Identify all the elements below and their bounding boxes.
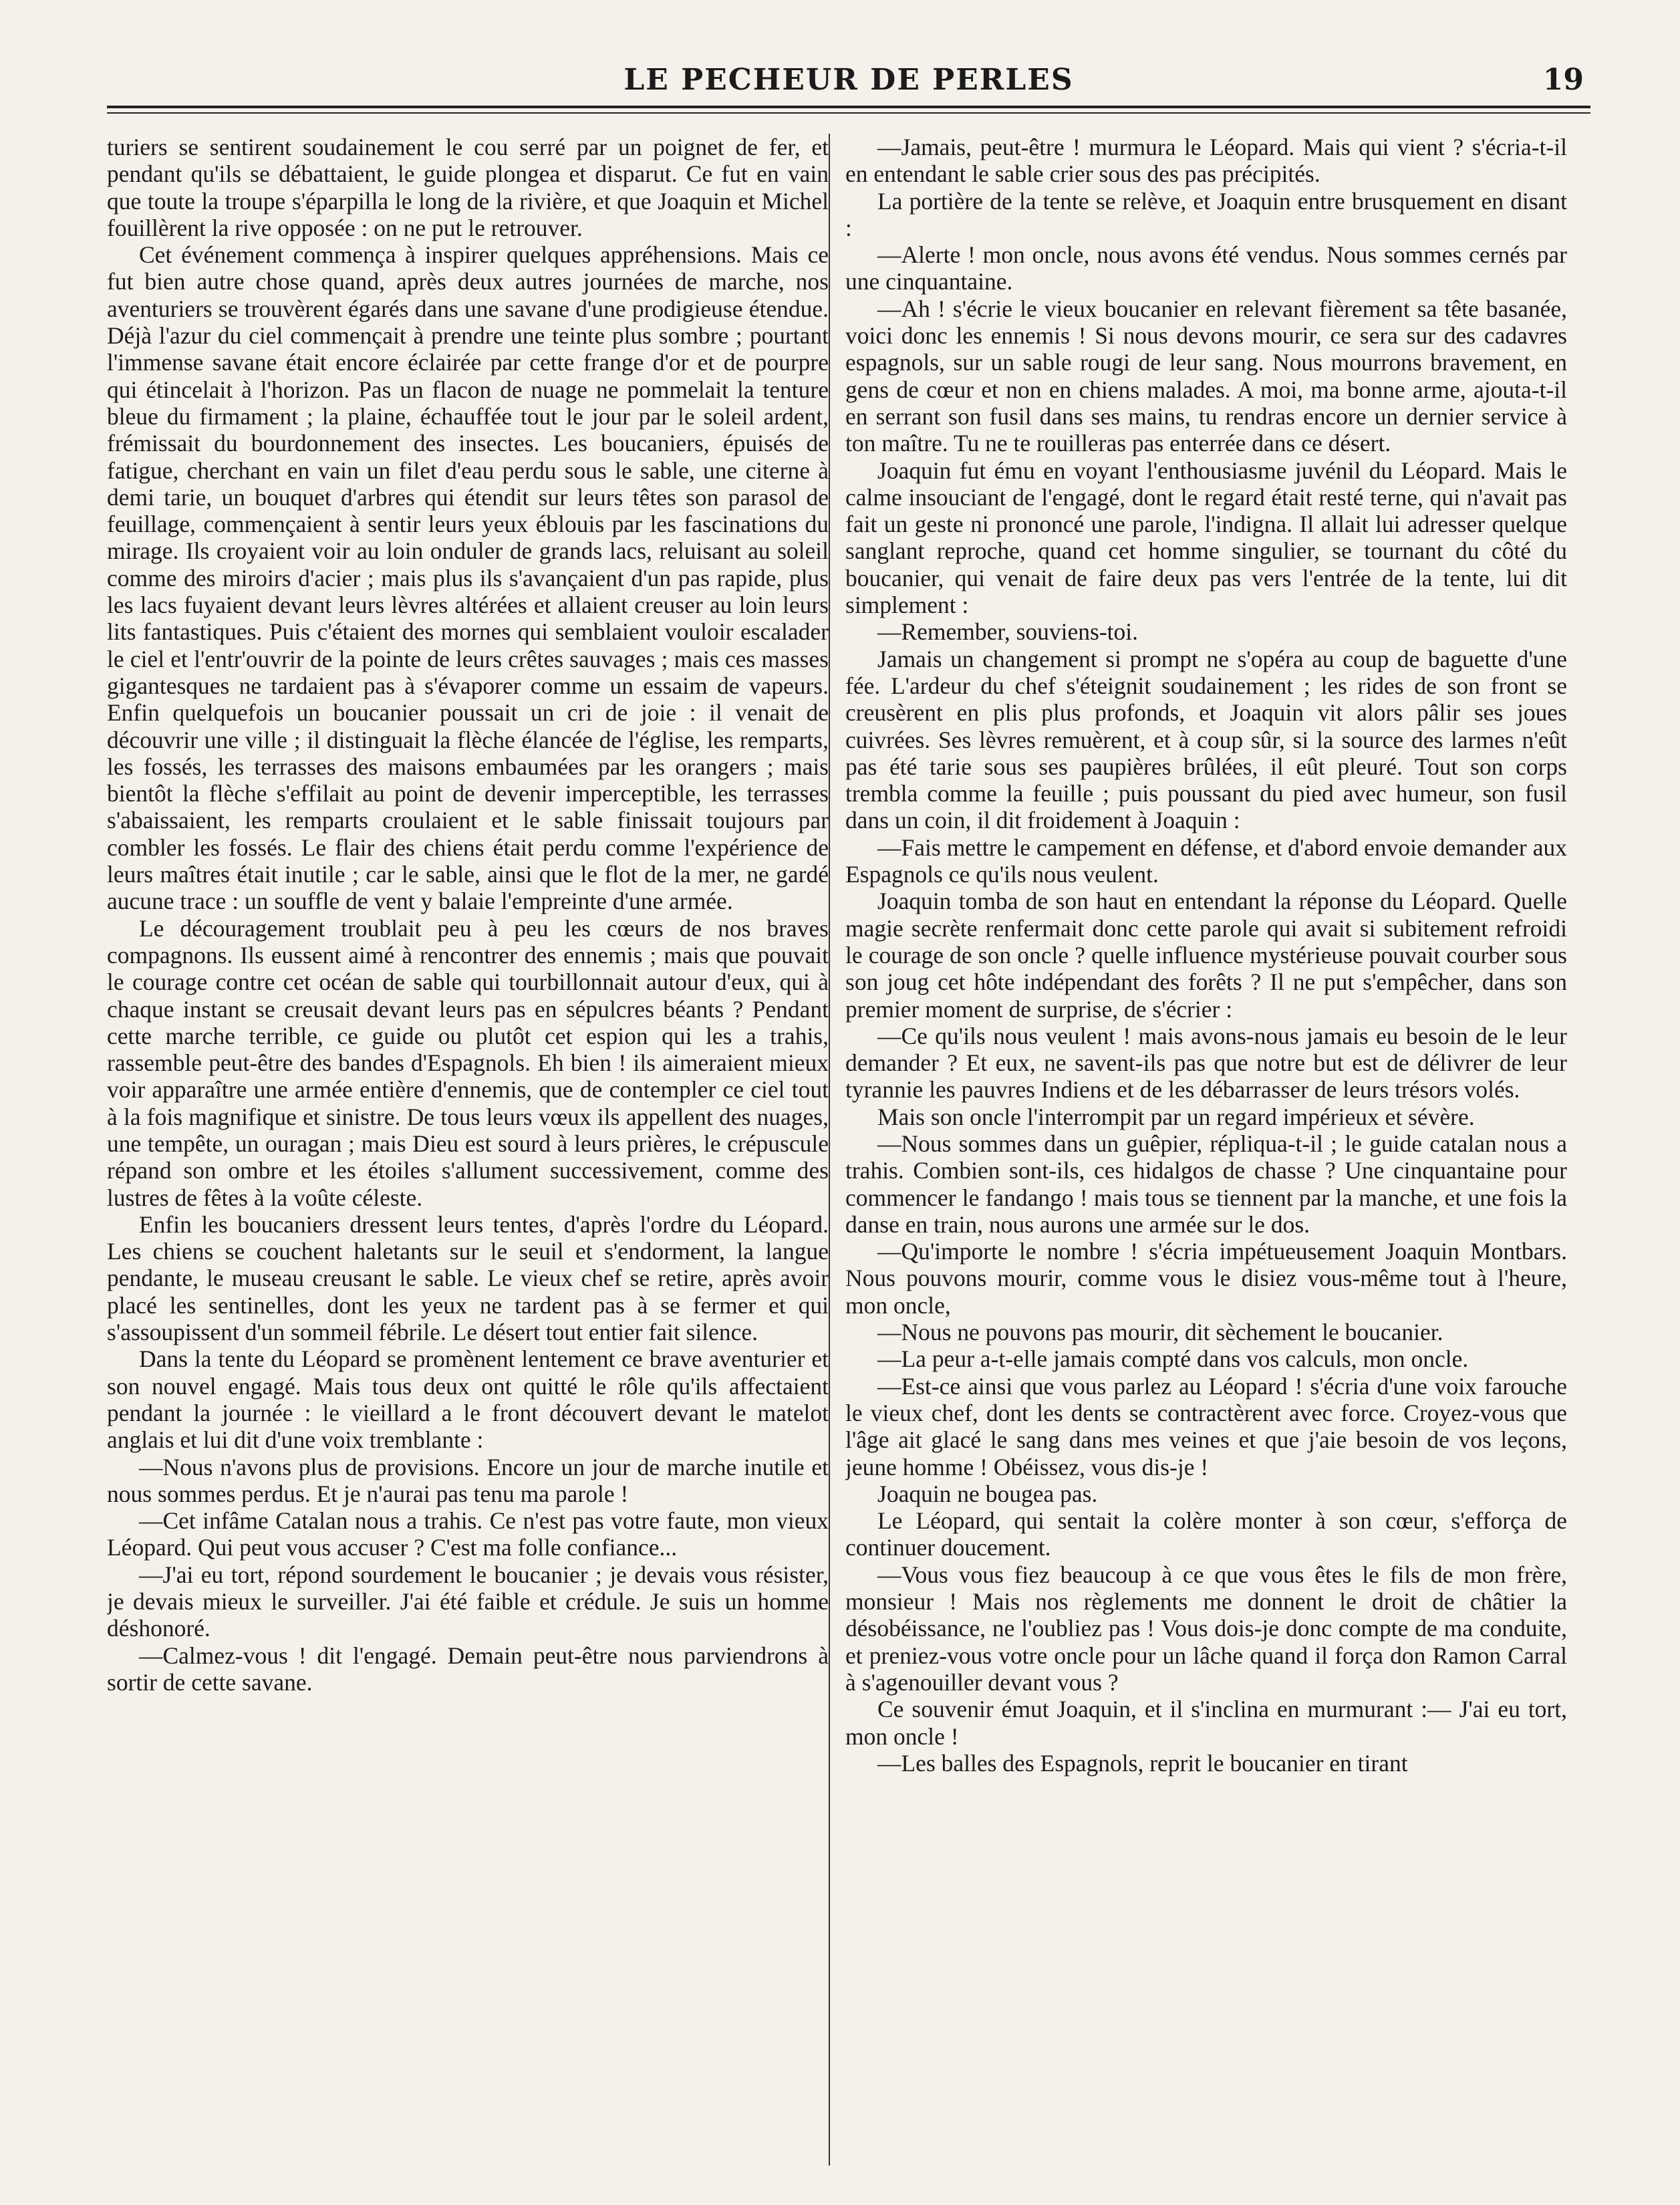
paragraph: —Est-ce ainsi que vous parlez au Léopard ! s'écria d'une voix farouche le vieux chef, dont les dents se contractèrent avec force. Croyez-vous que l'âge ait glacé le sang dans mes veines et que j'aie besoin de vos leçons, jeune homme ! Obéissez, vous dis-je !	[845, 1372, 1567, 1480]
paragraph: Le découragement troublait peu à peu les cœurs de nos braves compagnons. Ils eussent aimé à rencontrer des ennemis ; mais que pouvait le courage contre cet océan de sable qui tourbillonnait autour d'eux, qui à chaque instant se creusait devant leurs pas en sépulcres béants ? Pendant cette marche terrible, ce guide ou plutôt cet espion qui les a trahis, rassemble peut-être des bandes d'Espagnols. Eh bien ! ils aimeraient mieux voir apparaître une armée entière d'ennemis, que de contempler ce ciel tout à la fois magnifique et sinistre. De tous leurs vœux ils appellent des nuages, une tempête, un ouragan ; mais Dieu est sourd à leurs prières, le crépuscule répand son ombre et les étoiles s'allument successivement, comme des lustres de fêtes à la voûte céleste.	[107, 914, 829, 1211]
text-column-right	[845, 134, 1567, 2179]
paragraph: turiers se sentirent soudainement le cou serré par un poignet de fer, et pendant qu'ils se débattaient, le guide plongea et disparut. Ce fut en vain que toute la troupe s'éparpilla le long de la rivière, et que Joaquin et Michel fouillèrent la rive opposée : on ne put le retrouver.	[107, 134, 829, 241]
paragraph: —J'ai eu tort, répond sourdement le boucanier ; je devais vous résister, je devais mieux le surveiller. J'ai été faible et crédule. Je suis un homme déshonoré.	[107, 1561, 829, 1642]
paragraph: —Ce qu'ils nous veulent ! mais avons-nous jamais eu besoin de le leur demander ? Et eux, ne savent-ils pas que notre but est de délivrer de leur tyrannie les pauvres Indiens et de les débarrasser de leurs trésors volés.	[845, 1022, 1567, 1104]
paragraph: —Cet infâme Catalan nous a trahis. Ce n'est pas votre faute, mon vieux Léopard. Qui peut vous accuser ? C'est ma folle confiance...	[107, 1507, 829, 1561]
page-number: 19	[1542, 63, 1584, 97]
paragraph: Jamais un changement si prompt ne s'opéra au coup de baguette d'une fée. L'ardeur du chef s'éteignit soudainement ; les rides de son front se creusèrent en plis plus profonds, et Joaquin vit alors pâlir ses joues cuivrées. Ses lèvres remuèrent, et à coup sûr, si la source des larmes n'eût pas été tarie sous ses paupières brûlées, il eût pleuré. Tout son corps trembla comme la feuille ; puis poussant du pied avec humeur, son fusil dans un coin, il dit froidement à Joaquin :	[845, 645, 1567, 834]
paragraph: —Vous vous fiez beaucoup à ce que vous êtes le fils de mon frère, monsieur ! Mais nos règlements me donnent le droit de châtier la désobéissance, ne l'oubliez pas ! Vous dois-je donc compte de ma conduite, et preniez-vous votre oncle pour un lâche quand il força don Ramon Carral à s'agenouiller devant vous ?	[845, 1561, 1567, 1696]
paragraph: —Qu'importe le nombre ! s'écria impétueusement Joaquin Montbars. Nous pouvons mourir, comme vous le disiez vous-même tout à l'heure, mon oncle,	[845, 1238, 1567, 1319]
page-header	[107, 60, 1590, 107]
text-column-left	[107, 134, 829, 2179]
paragraph: Mais son oncle l'interrompit par un regard impérieux et sévère.	[877, 1103, 1475, 1130]
paragraph: —Jamais, peut-être ! murmura le Léopard. Mais qui vient ? s'écria-t-il en entendant le sable crier sous des pas précipités.	[845, 134, 1567, 188]
header-rule-thin	[107, 112, 1590, 114]
paragraph: Joaquin fut ému en voyant l'enthousiasme juvénil du Léopard. Mais le calme insouciant de l'engagé, dont le regard était resté terne, qui n'avait pas fait un geste ni prononcé une parole, l'indigna. Il allait lui adresser quelque sanglant reproche, quand cet homme singulier, se tournant du côté du boucanier, qui venait de faire deux pas vers l'entrée de la tente, lui dit simplement :	[845, 457, 1567, 619]
paragraph: —Nous ne pouvons pas mourir, dit sèchement le boucanier.	[877, 1319, 1443, 1346]
paragraph: —Nous n'avons plus de provisions. Encore un jour de marche inutile et nous sommes perdus. Et je n'aurai pas tenu ma parole !	[107, 1453, 829, 1507]
paragraph: —Calmez-vous ! dit l'engagé. Demain peut-être nous parviendrons à sortir de cette savane.	[107, 1642, 829, 1696]
paragraph: —Nous sommes dans un guêpier, répliqua-t-il ; le guide catalan nous a trahis. Combien sont-ils, ces hidalgos de chasse ? Une cinquantaine pour commencer le fandango ! mais tous se tiennent par la manche, et une fois la danse en train, nous aurons une armée sur le dos.	[845, 1130, 1567, 1238]
paragraph: Dans la tente du Léopard se promènent lentement ce brave aventurier et son nouvel engagé. Mais tous deux ont quitté le rôle qu'ils affectaient pendant la journée : le vieillard a le front découvert devant le matelot anglais et lui dit d'une voix tremblante :	[107, 1345, 829, 1454]
paragraph: —Ah ! s'écrie le vieux boucanier en relevant fièrement sa tête basanée, voici donc les ennemis ! Si nous devons mourir, ce sera sur des cadavres espagnols, sur un sable rougi de leur sang. Nous mourrons bravement, en gens de cœur et non en chiens malades. A moi, ma bonne arme, ajouta-t-il en serrant son fusil dans ses mains, tu rendras encore un dernier service à ton maître. Tu ne te rouilleras pas enterrée dans ce désert.	[845, 295, 1567, 457]
paragraph: Le Léopard, qui sentait la colère monter à son cœur, s'efforça de continuer doucement.	[845, 1507, 1567, 1561]
paragraph: —Les balles des Espagnols, reprit le boucanier en tirant	[877, 1749, 1408, 1777]
paragraph: —La peur a-t-elle jamais compté dans vos calculs, mon oncle.	[877, 1345, 1469, 1373]
paragraph: Joaquin tomba de son haut en entendant la réponse du Léopard. Quelle magie secrète renfermait donc cette parole qui avait si subitement refroidi le courage de son oncle ? quelle influence mystérieuse pouvait courber sous son joug cet hôte indépendant des forêts ? Il ne put s'empêcher, dans son premier moment de surprise, de s'écrier :	[845, 888, 1567, 1023]
paragraph: Ce souvenir émut Joaquin, et il s'inclina en murmurant :— J'ai eu tort, mon oncle !	[845, 1696, 1567, 1750]
paragraph: —Fais mettre le campement en défense, et d'abord envoie demander aux Espagnols ce qu'ils nous veulent.	[845, 833, 1567, 888]
paragraph: Cet événement commença à inspirer quelques appréhensions. Mais ce fut bien autre chose quand, après deux autres journées de marche, nos aventuriers se trouvèrent égarés dans une savane d'une prodigieuse étendue. Déjà l'azur du ciel commençait à prendre une teinte plus sombre ; pourtant l'immense savane était encore éclairée par cette frange d'or et de pourpre qui étincelait à l'horizon. Pas un flacon de nuage ne pommelait la tenture bleue du firmament ; la plaine, échauffée tout le jour par le soleil ardent, frémissait du bourdonnement des insectes. Les boucaniers, épuisés de fatigue, cherchant en vain un filet d'eau perdu sous le sable, une citerne à demi tarie, un bouquet d'arbres qui étendit sur leurs têtes son parasol de feuillage, commençaient à sentir leurs yeux éblouis par les fascinations du mirage. Ils croyaient voir au loin onduler de grands lacs, reluisant au soleil comme des miroirs d'acier ; mais plus ils s'avançaient d'un pas rapide, plus les lacs fuyaient devant leurs lèvres altérées et allaient creuser au loin leurs lits fantastiques. Puis c'étaient des mornes qui semblaient vouloir escalader le ciel et l'entr'ouvrir de la pointe de leurs crêtes sauvages ; mais ces masses gigantesques ne tardaient pas à s'évaporer comme un essaim de vapeurs. Enfin quelquefois un boucanier poussait un cri de joie : il venait de découvrir une ville ; il distinguait la flèche élancée de l'église, les remparts, les fossés, les terrasses des maisons embaumées par les orangers ; mais bientôt la flèche s'effilait au point de devenir imperceptible, les terrasses s'abaissaient, les remparts croulaient et le sable finissait toujours par combler les fossés. Le flair des chiens était perdu comme l'expérience de leurs maîtres était inutile ; car le sable, ainsi que le flot de la mer, ne gardé aucune trace : un souffle de vent y balaie l'empreinte d'une armée.	[107, 241, 829, 915]
column-divider	[829, 134, 830, 2166]
header-rule-thick	[107, 106, 1590, 108]
paragraph: —Remember, souviens-toi.	[877, 618, 1138, 646]
paragraph: Enfin les boucaniers dressent leurs tentes, d'après l'ordre du Léopard. Les chiens se couchent haletants sur le seuil et s'endorment, la langue pendante, le museau creusant le sable. Le vieux chef se retire, après avoir placé les sentinelles, dont les yeux ne tardent pas à se fermer et qui s'assoupissent d'un sommeil fébrile. Le désert tout entier fait silence.	[107, 1210, 829, 1346]
paragraph: La portière de la tente se relève, et Joaquin entre brusquement en disant :	[845, 187, 1567, 241]
paragraph: —Alerte ! mon oncle, nous avons été vendus. Nous sommes cernés par une cinquantaine.	[845, 241, 1567, 295]
running-title: LE PECHEUR DE PERLES	[623, 63, 1074, 97]
paragraph: Joaquin ne bougea pas.	[877, 1480, 1098, 1507]
